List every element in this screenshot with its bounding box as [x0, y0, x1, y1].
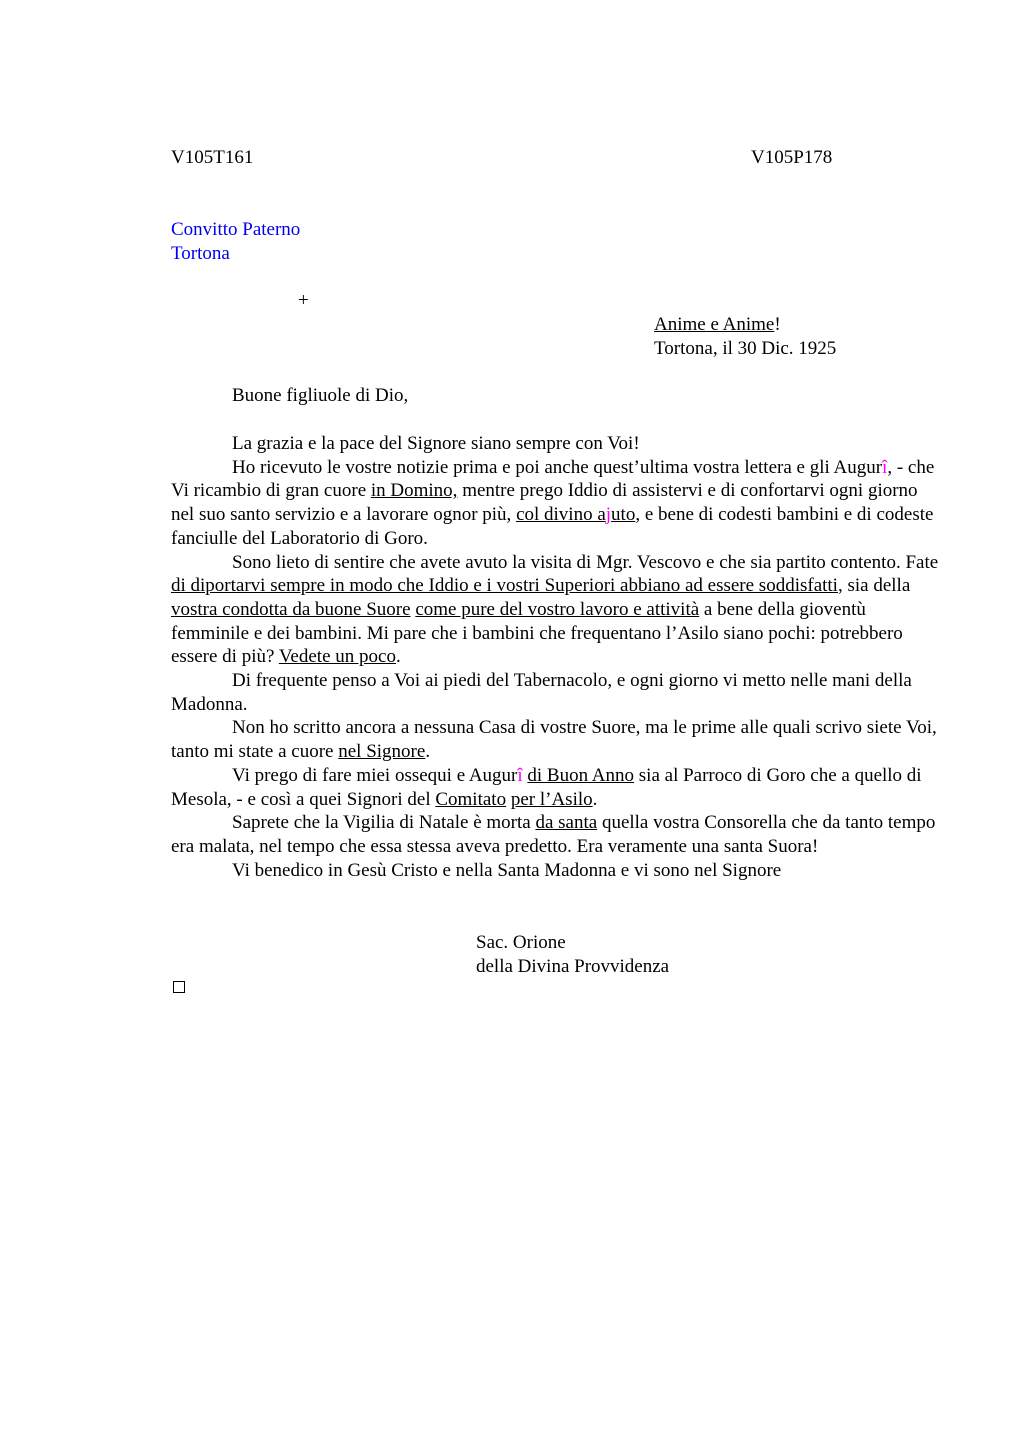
underlined-phrase: per l’Asilo: [510, 788, 593, 810]
paragraph-4: Di frequente penso a Voi ai piedi del Tabernacolo, e ogni giorno vi metto nelle mani della Madonna.: [171, 670, 912, 715]
underlined-phrase: come pure del vostro lavoro e attività: [415, 598, 700, 620]
cross-symbol: +: [298, 290, 309, 311]
signature-line-1: Sac. Orione: [476, 932, 566, 953]
text-run: Sono lieto di sentire che avete avuto la visita di Mgr. Vescovo e che sia partito contento. Fate: [232, 551, 939, 573]
underlined-phrase: Comitato: [435, 788, 507, 810]
paragraph-7: [171, 811, 941, 858]
motto-and-date: [654, 313, 836, 361]
paragraph-6: [171, 764, 941, 811]
text-run: Vi prego di fare miei ossequi e Augur: [232, 764, 518, 786]
text-run: uto: [611, 504, 636, 526]
reference-code-left: V105T161: [171, 147, 254, 168]
correction-mark: j: [605, 504, 612, 526]
reference-code-right: V105P178: [751, 147, 833, 168]
paragraph-5: [171, 716, 941, 763]
correction-mark: î: [882, 456, 888, 478]
text-run: .: [395, 646, 401, 668]
motto: [654, 313, 836, 337]
text-run: , e bene di codesti bambini e di codeste fanciulle del Laboratorio di Goro.: [171, 504, 934, 549]
paragraph-2: [171, 456, 941, 551]
letterhead: [171, 218, 300, 266]
correction-mark: î: [517, 764, 523, 786]
letter-body: [171, 432, 941, 882]
motto-punct: !: [774, 314, 781, 335]
end-box-icon: [173, 981, 185, 993]
text-run: quella vostra Consorella che da tanto tempo era malata, nel tempo che essa stessa aveva predetto. Era veramente una santa Suora!: [171, 812, 936, 857]
text-run: , sia della: [837, 575, 911, 597]
underlined-phrase: di diportarvi sempre in modo che Iddio e i vostri Superiori abbiano ad essere soddisfatti: [171, 575, 838, 597]
text-run: .: [592, 788, 598, 810]
text-run: .: [425, 741, 431, 763]
underlined-phrase: Vedete un poco: [278, 646, 396, 668]
underlined-phrase: [516, 504, 635, 525]
letterhead-line-1: Convitto Paterno: [171, 219, 301, 240]
paragraph-3: [171, 551, 941, 670]
signature: [476, 931, 669, 979]
text-run: Saprete che la Vigilia di Natale è morta: [232, 812, 536, 834]
motto-text: Anime e Anime: [654, 314, 775, 335]
text-run: mentre prego Iddio di assistervi e di confortarvi ogni giorno nel suo santo servizio e a lavorare ognor più,: [171, 480, 918, 526]
dateline: Tortona, il 30 Dic. 1925: [654, 338, 837, 359]
text-run: Ho ricevuto le vostre notizie prima e poi anche quest’ultima vostra lettera e gli Augur: [232, 456, 883, 478]
underlined-phrase: da santa: [535, 812, 598, 834]
letterhead-line-2: Tortona: [171, 243, 230, 264]
paragraph-8: Vi benedico in Gesù Cristo e nella Santa Madonna e vi sono nel Signore: [232, 859, 782, 881]
text-run: , - che Vi ricambio di gran cuore: [171, 456, 935, 502]
text-run: sia al Parroco di Goro che a quello di Mesola, - e così a quei Signori del: [171, 764, 922, 810]
text-run: Non ho scritto ancora a nessuna Casa di vostre Suore, ma le prime alle quali scrivo siete Voi, tanto mi state a cuore: [171, 717, 937, 763]
underlined-phrase: di Buon Anno: [527, 764, 635, 786]
underlined-phrase: in Domino,: [370, 480, 458, 502]
underlined-phrase: vostra condotta da buone Suore: [171, 598, 411, 620]
text-run: a bene della gioventù femminile e dei bambini. Mi pare che i bambini che frequentano l’Asilo siano pochi: potrebbero essere di più?: [171, 598, 903, 668]
text-run: col divino a: [516, 504, 606, 526]
salutation: Buone figliuole di Dio,: [232, 385, 409, 406]
paragraph-1: La grazia e la pace del Signore siano sempre con Voi!: [232, 433, 640, 454]
underlined-phrase: nel Signore: [338, 741, 426, 763]
signature-line-2: della Divina Provvidenza: [476, 956, 670, 977]
